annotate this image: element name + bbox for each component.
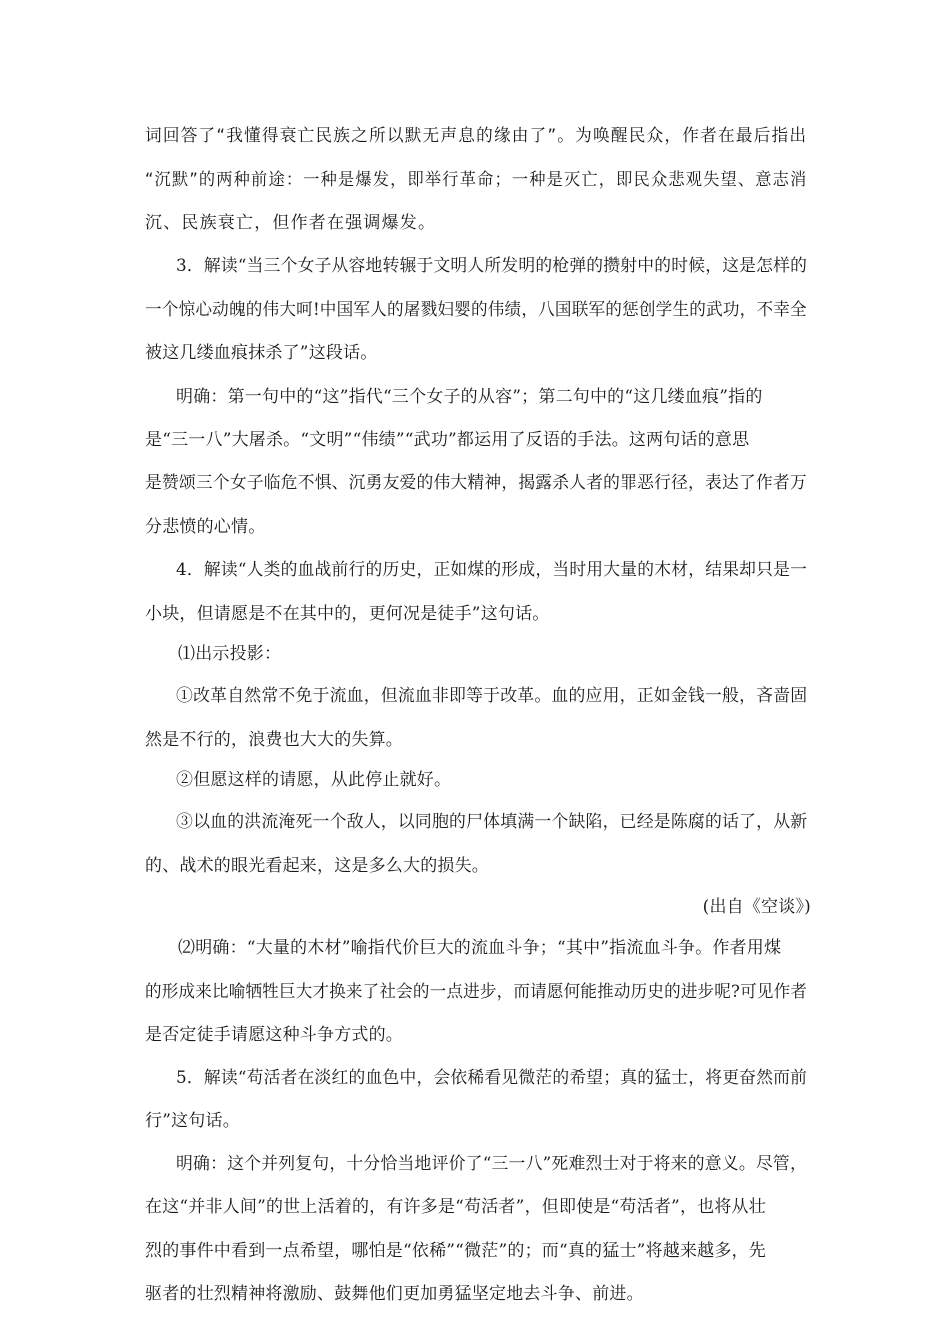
paragraph-line: 沉、民族衰亡，但作者在强调爆发。: [145, 213, 437, 233]
question-5-line: 5．解读“苟活者在淡红的血色中，会依稀看见微茫的希望；真的猛士，将更奋然而前: [176, 1068, 808, 1088]
paragraph-line: 小块，但请愿是不在其中的，更何况是徒手”这句话。: [145, 604, 550, 624]
answer-4-line: ⑵明确：“大量的木材”喻指代价巨大的流血斗争；“其中”指流血斗争。作者用煤: [178, 938, 782, 958]
answer-5-line: 明确：这个并列复句，十分恰当地评价了“三一八”死难烈士对于将来的意义。尽管，: [176, 1154, 807, 1174]
question-4-line: 4．解读“人类的血战前行的历史，正如煤的形成，当时用大量的木材，结果却只是一: [176, 560, 808, 580]
paragraph-line: 驱者的壮烈精神将激励、鼓舞他们更加勇猛坚定地去斗争、前进。: [145, 1284, 644, 1304]
paragraph-line: 行”这句话。: [145, 1111, 240, 1131]
paragraph-line: 在这“并非人间”的世上活着的，有许多是“苟活者”，但即使是“苟活者”，也将从壮: [145, 1197, 766, 1217]
paragraph-line: 分悲愤的心情。: [145, 517, 266, 537]
paragraph-line: 被这几缕血痕抹杀了”这段话。: [145, 343, 378, 363]
paragraph-line: 然是不行的，浪费也大大的失算。: [145, 730, 403, 750]
paragraph-line: 词回答了“我懂得衰亡民族之所以默无声息的缘由了”。为唤醒民众，作者在最后指出: [145, 126, 808, 146]
paragraph-line: 一个惊心动魄的伟大呵!中国军人的屠戮妇婴的伟绩，八国联军的惩创学生的武功，不幸全: [145, 300, 807, 320]
question-3-line: 3．解读“当三个女子从容地转辗于文明人所发明的枪弹的攒射中的时候，这是怎样的: [176, 256, 808, 276]
projection-heading: ⑴出示投影：: [178, 644, 282, 664]
answer-3-line: 明确：第一句中的“这”指代“三个女子的从容”；第二句中的“这几缕血痕”指的: [176, 387, 763, 407]
quote-3-line: ③以血的洪流淹死一个敌人，以同胞的尸体填满一个缺陷，已经是陈腐的话了，从新: [176, 812, 808, 832]
paragraph-line: “沉默”的两种前途：一种是爆发，即举行革命；一种是灭亡，即民众悲观失望、意志消: [145, 170, 808, 190]
quote-2-line: ②但愿这样的请愿，从此停止就好。: [176, 770, 452, 790]
source-citation: (出自《空谈》): [702, 897, 811, 917]
paragraph-line: 是“三一八”大屠杀。“文明”“伟绩”“武功”都运用了反语的手法。这两句话的意思: [145, 430, 750, 450]
paragraph-line: 烈的事件中看到一点希望，哪怕是“依稀”“微茫”的；而“真的猛士”将越来越多，先: [145, 1241, 766, 1261]
paragraph-line: 的形成来比喻牺牲巨大才换来了社会的一点进步，而请愿何能推动历史的进步呢?可见作者: [145, 982, 808, 1002]
quote-1-line: ①改革自然常不免于流血，但流血非即等于改革。血的应用，正如金钱一般，吝啬固: [176, 686, 808, 706]
paragraph-line: 是否定徒手请愿这种斗争方式的。: [145, 1025, 403, 1045]
paragraph-line: 是赞颂三个女子临危不惧、沉勇友爱的伟大精神，揭露杀人者的罪恶行径，表达了作者万: [145, 473, 807, 493]
paragraph-line: 的、战术的眼光看起来，这是多么大的损失。: [145, 856, 489, 876]
